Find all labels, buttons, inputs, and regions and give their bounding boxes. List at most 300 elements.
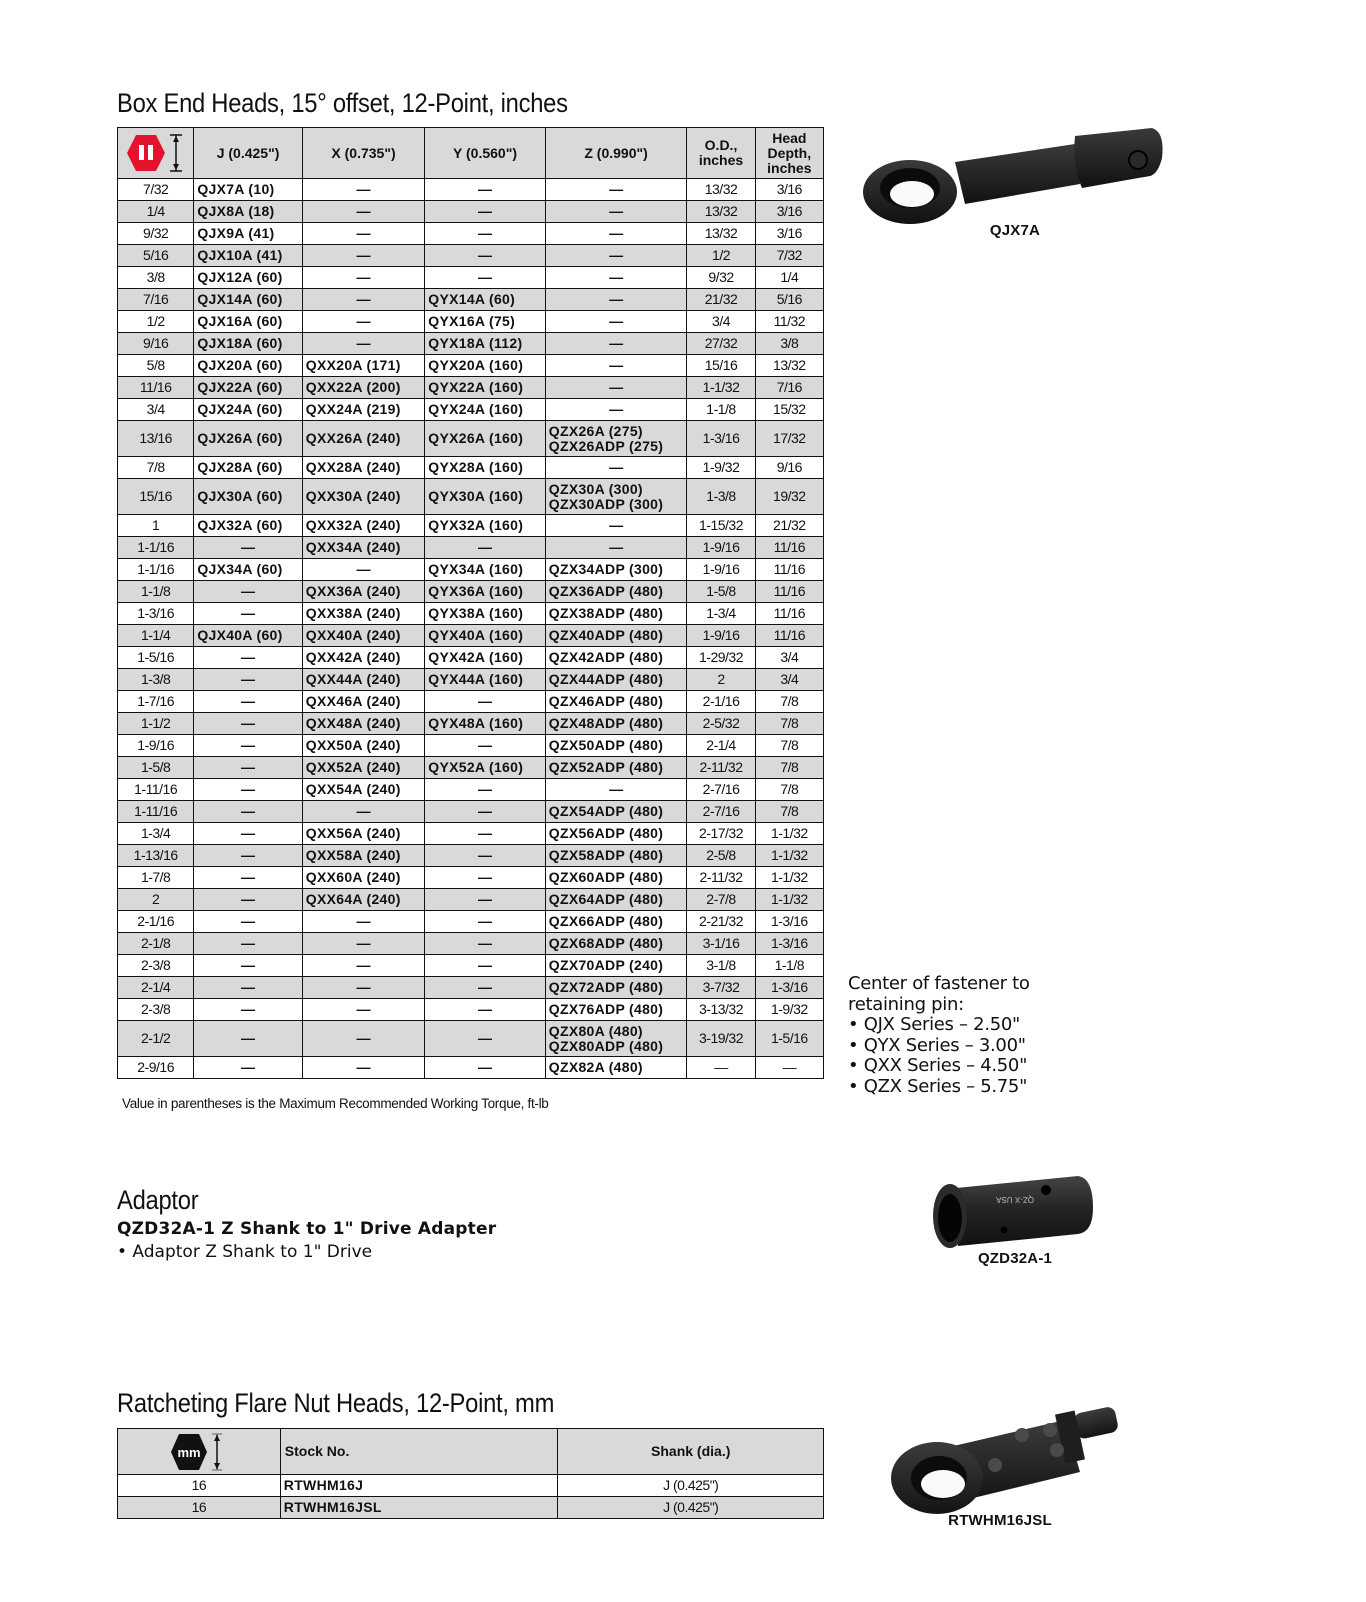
depth-cell: 7/8 [755,801,823,823]
depth-cell: 19/32 [755,479,823,515]
od-cell: 3-1/16 [687,933,755,955]
z-part-number: QZX56ADP (480) [548,825,664,841]
y-cell: — [425,201,546,223]
x-cell: QXX54A (240) [302,779,425,801]
j-cell: QJX30A (60) [194,479,302,515]
col-z-header: Z (0.990") [545,128,687,179]
j-cell: QJX18A (60) [194,333,302,355]
z-part-number: — [609,459,624,475]
table-row [118,245,824,267]
x-cell: QXX32A (240) [302,515,425,537]
depth-cell: 1-3/16 [755,977,823,999]
col-od-line1: O.D., [704,137,738,153]
depth-cell: 3/4 [755,647,823,669]
ratcheting-table [117,1428,824,1519]
depth-cell: — [755,1057,823,1079]
y-cell: QYX28A (160) [425,457,546,479]
j-cell: — [194,867,302,889]
od-cell: 15/16 [687,355,755,377]
od-cell: 2-1/4 [687,735,755,757]
table-row [118,669,824,691]
od-cell: 3-7/32 [687,977,755,999]
table-row [118,801,824,823]
j-cell: QJX7A (10) [194,179,302,201]
adaptor-title: Adaptor [117,1185,199,1215]
z-cell [545,801,687,823]
z-cell [545,377,687,399]
depth-cell: 1-3/16 [755,911,823,933]
size-cell: 1/2 [118,311,194,333]
x-cell: — [302,1057,425,1079]
y-cell: QYX22A (160) [425,377,546,399]
size-cell: 1/4 [118,201,194,223]
col-shank-header: Shank (dia.) [558,1429,824,1475]
table-row [118,779,824,801]
z-part-number: QZX48ADP (480) [548,715,664,731]
z-part-number: QZX44ADP (480) [548,671,664,687]
x-cell: — [302,977,425,999]
table-row [118,625,824,647]
note-series-qxx: • QXX Series – 4.50" [848,1055,1028,1076]
x-cell: QXX58A (240) [302,845,425,867]
y-cell: QYX40A (160) [425,625,546,647]
z-cell [545,333,687,355]
z-part-number: — [609,539,624,555]
size-cell: 11/16 [118,377,194,399]
z-part-number: — [609,313,624,329]
y-cell: — [425,845,546,867]
z-part-number: — [609,247,624,263]
j-cell: — [194,581,302,603]
y-cell: QYX48A (160) [425,713,546,735]
y-cell: QYX52A (160) [425,757,546,779]
z-cell [545,223,687,245]
j-cell: QJX32A (60) [194,515,302,537]
od-cell: 1-9/16 [687,559,755,581]
z-part-number: QZX68ADP (480) [548,935,664,951]
j-cell: — [194,603,302,625]
mm-label: mm [177,1444,201,1460]
table-row [118,311,824,333]
j-cell: — [194,911,302,933]
z-cell [545,479,687,515]
depth-cell: 7/8 [755,691,823,713]
j-cell: — [194,779,302,801]
od-cell: 13/32 [687,179,755,201]
col-od-line2: inches [698,152,744,168]
size-cell: 2-9/16 [118,1057,194,1079]
z-cell [545,911,687,933]
table-row [118,823,824,845]
y-cell: — [425,889,546,911]
table-row [118,977,824,999]
x-cell: QXX64A (240) [302,889,425,911]
j-cell: — [194,691,302,713]
j-cell: QJX22A (60) [194,377,302,399]
y-cell: QYX18A (112) [425,333,546,355]
size-cell: 7/16 [118,289,194,311]
z-part-number: — [609,269,624,285]
size-cell: 16 [118,1475,281,1497]
size-cell: 7/32 [118,179,194,201]
depth-cell: 11/16 [755,581,823,603]
depth-cell: 13/32 [755,355,823,377]
depth-cell: 7/8 [755,713,823,735]
x-cell: — [302,801,425,823]
y-cell: QYX38A (160) [425,603,546,625]
y-cell: QYX30A (160) [425,479,546,515]
y-cell: QYX24A (160) [425,399,546,421]
adaptor-bullet: • Adaptor Z Shank to 1" Drive [117,1242,373,1262]
depth-cell: 1-1/32 [755,845,823,867]
box-end-title: Box End Heads, 15° offset, 12-Point, inches [117,88,568,118]
x-cell: QXX34A (240) [302,537,425,559]
depth-cell: 3/4 [755,669,823,691]
x-cell: QXX36A (240) [302,581,425,603]
hex-size-icon [126,131,186,175]
od-cell: 1-15/32 [687,515,755,537]
x-cell: QXX46A (240) [302,691,425,713]
j-cell: — [194,845,302,867]
z-cell [545,201,687,223]
col-depth-line1: Head [772,129,807,146]
size-cell: 1-3/8 [118,669,194,691]
note-line: retaining pin: [848,993,964,1015]
z-cell [545,581,687,603]
z-part-number: — [609,291,624,307]
depth-cell: 11/16 [755,625,823,647]
x-cell: — [302,333,425,355]
col-y-header: Y (0.560") [425,128,546,179]
col-od-header [687,128,755,179]
size-cell: 5/16 [118,245,194,267]
z-cell [545,245,687,267]
table-row [118,1021,824,1057]
x-cell: — [302,245,425,267]
od-cell: 2-1/16 [687,691,755,713]
x-cell: QXX24A (219) [302,399,425,421]
table-row [118,757,824,779]
j-cell: QJX40A (60) [194,625,302,647]
depth-cell: 7/8 [755,779,823,801]
depth-cell: 3/8 [755,333,823,355]
y-cell: — [425,823,546,845]
od-cell: 1-3/8 [687,479,755,515]
od-cell: 2-7/16 [687,801,755,823]
z-part-number: — [609,401,624,417]
size-cell: 1-5/8 [118,757,194,779]
retaining-pin-note [848,974,1030,1097]
table-row [118,713,824,735]
size-cell: 2 [118,889,194,911]
z-part-number: QZX82A (480) [548,1059,643,1075]
depth-cell: 15/32 [755,399,823,421]
y-cell: — [425,537,546,559]
y-cell: — [425,867,546,889]
y-cell: — [425,267,546,289]
depth-cell: 5/16 [755,289,823,311]
z-cell [545,625,687,647]
table-row [118,267,824,289]
table-row [118,581,824,603]
z-part-number: QZX66ADP (480) [548,913,664,929]
j-cell: QJX12A (60) [194,267,302,289]
j-cell: — [194,1021,302,1057]
depth-cell: 1-9/32 [755,999,823,1021]
size-cell: 3/8 [118,267,194,289]
size-cell: 1 [118,515,194,537]
od-cell: 1-9/32 [687,457,755,479]
z-part-number: QZX58ADP (480) [548,847,664,863]
y-cell: — [425,933,546,955]
z-part-number: QZX26A (275) [548,422,643,439]
table-row [118,603,824,625]
od-cell: 1-3/4 [687,603,755,625]
table-row [118,691,824,713]
z-cell [545,757,687,779]
j-cell: — [194,1057,302,1079]
size-cell: 1-1/16 [118,537,194,559]
z-part-number: QZX50ADP (480) [548,737,664,753]
z-cell [545,267,687,289]
x-cell: — [302,955,425,977]
z-part-number: QZX80A (480) [548,1022,643,1039]
hex-mm-icon [169,1431,229,1473]
x-cell: — [302,311,425,333]
x-cell: — [302,933,425,955]
table-row [118,179,824,201]
y-cell: — [425,779,546,801]
table-row [118,457,824,479]
depth-cell: 3/16 [755,201,823,223]
z-cell [545,999,687,1021]
j-cell: QJX26A (60) [194,421,302,457]
z-part-number: QZX70ADP (240) [548,957,664,973]
depth-cell: 21/32 [755,515,823,537]
ratcheting-image-caption: RTWHM16JSL [948,1512,1052,1529]
y-cell: — [425,955,546,977]
table-row [118,289,824,311]
table-row [118,735,824,757]
z-cell [545,779,687,801]
z-part-number: QZX64ADP (480) [548,891,664,907]
od-cell: — [687,1057,755,1079]
box-end-table [117,127,824,1079]
shank-cell: J (0.425") [558,1475,824,1497]
j-cell: QJX8A (18) [194,201,302,223]
z-cell [545,289,687,311]
j-cell: — [194,757,302,779]
table-row [118,647,824,669]
size-cell: 1-5/16 [118,647,194,669]
od-cell: 9/32 [687,267,755,289]
z-cell [545,559,687,581]
x-cell: QXX38A (240) [302,603,425,625]
box-end-table-body [118,179,824,1079]
z-cell [545,311,687,333]
j-cell: — [194,537,302,559]
od-cell: 3-19/32 [687,1021,755,1057]
j-cell: QJX28A (60) [194,457,302,479]
size-cell: 1-13/16 [118,845,194,867]
table-row [118,515,824,537]
x-cell: QXX42A (240) [302,647,425,669]
z-part-number: QZX42ADP (480) [548,649,664,665]
z-cell [545,1057,687,1079]
box-end-wrench-image [860,122,1170,232]
z-part-number: — [609,357,624,373]
z-part-number: QZX52ADP (480) [548,759,664,775]
y-cell: QYX32A (160) [425,515,546,537]
j-cell: — [194,955,302,977]
ratcheting-wrench-image [885,1400,1125,1518]
z-part-number: QZX40ADP (480) [548,627,664,643]
od-cell: 2-11/32 [687,867,755,889]
table-row [118,377,824,399]
j-cell: — [194,713,302,735]
od-cell: 2 [687,669,755,691]
od-cell: 13/32 [687,201,755,223]
adaptor-image [928,1170,1098,1252]
depth-cell: 9/16 [755,457,823,479]
z-cell [545,515,687,537]
depth-cell: 17/32 [755,421,823,457]
z-cell [545,845,687,867]
z-cell [545,647,687,669]
depth-cell: 3/16 [755,223,823,245]
od-cell: 2-7/8 [687,889,755,911]
table-row [118,999,824,1021]
x-cell: QXX28A (240) [302,457,425,479]
y-cell: — [425,735,546,757]
od-cell: 2-17/32 [687,823,755,845]
adaptor-engraving: QZ-X USA [996,1195,1034,1204]
x-cell: — [302,1021,425,1057]
od-cell: 3-13/32 [687,999,755,1021]
size-cell: 3/4 [118,399,194,421]
table-row [118,559,824,581]
table-row [118,223,824,245]
size-cell: 7/8 [118,457,194,479]
col-j-header: J (0.425") [194,128,302,179]
z-cell [545,537,687,559]
od-cell: 1-29/32 [687,647,755,669]
z-cell [545,457,687,479]
x-cell: QXX26A (240) [302,421,425,457]
z-part-number: — [609,379,624,395]
size-cell: 2-3/8 [118,999,194,1021]
table-row [118,201,824,223]
y-cell: QYX42A (160) [425,647,546,669]
y-cell: — [425,691,546,713]
size-cell: 2-3/8 [118,955,194,977]
depth-cell: 11/16 [755,537,823,559]
note-series-qjx: • QJX Series – 2.50" [848,1014,1021,1035]
x-cell: — [302,911,425,933]
x-cell: — [302,267,425,289]
z-part-number: QZX80ADP (480) [548,1037,664,1054]
od-cell: 27/32 [687,333,755,355]
size-cell: 1-3/16 [118,603,194,625]
y-cell: — [425,801,546,823]
size-cell: 2-1/8 [118,933,194,955]
y-cell: QYX16A (75) [425,311,546,333]
x-cell: QXX60A (240) [302,867,425,889]
z-cell [545,1021,687,1057]
y-cell: QYX26A (160) [425,421,546,457]
table-row [118,355,824,377]
depth-cell: 7/8 [755,735,823,757]
z-part-number: QZX38ADP (480) [548,605,664,621]
z-cell [545,669,687,691]
z-part-number: — [609,781,624,797]
od-cell: 1/2 [687,245,755,267]
j-cell: — [194,933,302,955]
z-part-number: — [609,203,624,219]
col-depth-header [755,128,823,179]
depth-cell: 11/16 [755,559,823,581]
z-part-number: QZX36ADP (480) [548,583,664,599]
z-part-number: QZX46ADP (480) [548,693,664,709]
depth-cell: 7/16 [755,377,823,399]
x-cell: — [302,559,425,581]
od-cell: 2-21/32 [687,911,755,933]
mm-size-header [118,1429,281,1475]
z-cell [545,355,687,377]
od-cell: 1-1/8 [687,399,755,421]
z-part-number: — [609,181,624,197]
j-cell: QJX9A (41) [194,223,302,245]
torque-footnote: Value in parentheses is the Maximum Recommended Working Torque, ft-lb [122,1096,549,1111]
z-cell [545,889,687,911]
j-cell: QJX24A (60) [194,399,302,421]
z-cell [545,823,687,845]
j-cell: QJX14A (60) [194,289,302,311]
z-part-number: — [609,517,624,533]
size-cell: 1-9/16 [118,735,194,757]
z-part-number: — [609,335,624,351]
stock-cell: RTWHM16J [280,1475,558,1497]
j-cell: — [194,647,302,669]
od-cell: 1-9/16 [687,537,755,559]
adaptor-image-caption: QZD32A-1 [977,1250,1053,1267]
ratcheting-table-body [118,1475,824,1519]
y-cell: QYX14A (60) [425,289,546,311]
z-cell [545,713,687,735]
z-cell [545,691,687,713]
y-cell: — [425,911,546,933]
z-cell [545,421,687,457]
z-cell [545,867,687,889]
size-cell: 1-1/2 [118,713,194,735]
j-cell: — [194,669,302,691]
col-x-header: X (0.735") [302,128,425,179]
y-cell: — [425,977,546,999]
z-part-number: QZX30ADP (300) [548,495,664,512]
j-cell: — [194,889,302,911]
od-cell: 21/32 [687,289,755,311]
z-cell [545,179,687,201]
table-row [118,399,824,421]
x-cell: QXX40A (240) [302,625,425,647]
j-cell: — [194,823,302,845]
od-cell: 3-1/8 [687,955,755,977]
j-cell: QJX10A (41) [194,245,302,267]
od-cell: 1-5/8 [687,581,755,603]
depth-cell: 1-1/8 [755,955,823,977]
y-cell: QYX36A (160) [425,581,546,603]
z-part-number: — [609,225,624,241]
